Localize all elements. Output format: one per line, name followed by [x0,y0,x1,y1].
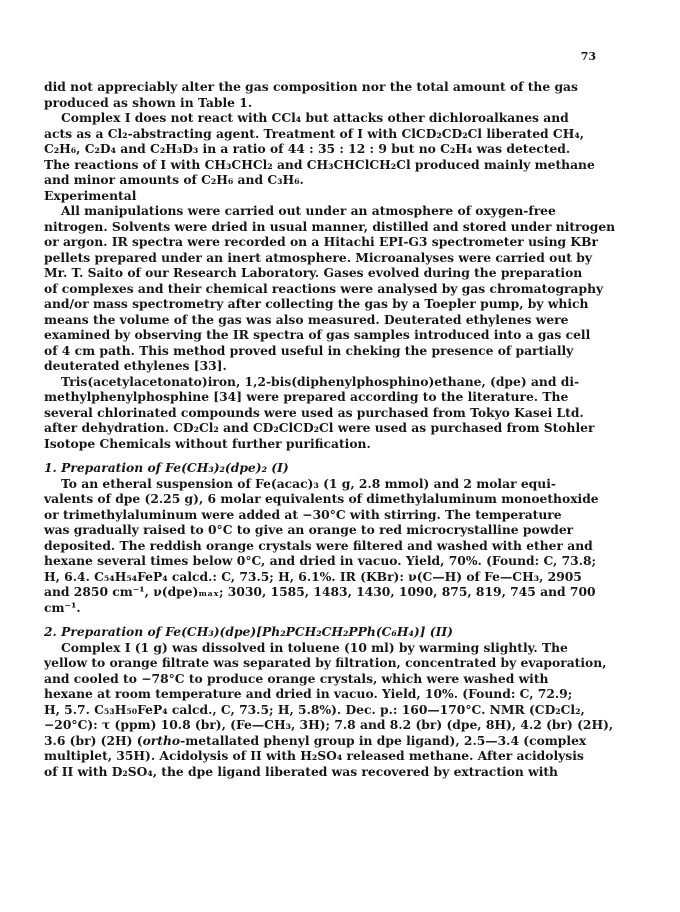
paragraph-general-methods [44,203,629,374]
text-line: Complex I (1 g) was dissolved in toluene (10 ml) by warming slightly. The [61,639,568,655]
text-line: H, 5.7. C₅₃H₅₀FeP₄ calcd., C, 73.5; H, 5.8%). Dec. p.: 160—170°C. NMR (CD₂Cl₂, [44,701,585,717]
paragraph-preparation-1 [44,476,629,616]
text-line: methylphenylphosphine [34] were prepared according to the literature. The [44,389,569,404]
section-heading-experimental: Experimental [44,187,137,203]
text-line: valents of dpe (2.25 g), 6 molar equivalents of dimethylaluminum monoethoxide [44,491,599,506]
paragraph-gas-composition [44,79,629,110]
italic-term-ortho: ortho [142,732,181,748]
text-line: did not appreciably alter the gas composition nor the total amount of the gas [44,79,578,94]
text-line: of complexes and their chemical reactions were analysed by gas chromatography [44,280,604,296]
page-number: 73 [580,50,596,63]
paragraph-dichloroalkanes [44,110,629,188]
text-line: examined by observing the IR spectra of gas samples introduced into a gas cell [44,327,591,342]
text-line: hexane several times below 0°C, and dried in vacuo. Yield, 70%. (Found: C, 73.8; [44,553,597,568]
text-line: after dehydration. CD₂Cl₂ and CD₂ClCD₂Cl were used as purchased from Stohler [44,420,595,435]
text-line: or trimethylaluminum were added at −30°C with stirring. The temperature [44,506,562,522]
text-line: and 2850 cm⁻¹, ν(dpe)ₘₐₓ; 3030, 1585, 1483, 1430, 1090, 875, 819, 745 and 700 [44,584,596,599]
text-line: acts as a Cl₂-abstracting agent. Treatment of I with ClCD₂CD₂Cl liberated CH₄, [44,125,584,141]
text-line: cm⁻¹. [44,599,81,615]
text-line: deuterated ethylenes [33]. [44,358,227,373]
subsection-heading-preparation-1: 1. Preparation of Fe(CH₃)₂(dpe)₂ (I) [44,460,289,475]
text-line: of II with D₂SO₄, the dpe ligand liberated was recovered by extraction with [44,763,559,779]
spacer [44,615,629,624]
text-line: yellow to orange filtrate was separated by filtration, concentrated by evaporation, [44,655,607,670]
text-line: multiplet, 35H). Acidolysis of II with H₂SO₄ released methane. After acidolysis [44,748,584,763]
paragraph-preparation-2 [44,640,629,780]
text-line: and minor amounts of C₂H₆ and C₃H₆. [44,172,304,187]
subsection-heading-preparation-2: 2. Preparation of Fe(CH₃)(dpe)[Ph₂PCH₂CH₂PPh(C₆H₄)] (II) [44,624,453,639]
text-line: was gradually raised to 0°C to give an orange to red microcrystalline powder [44,522,574,537]
text-segment: 3.6 (br) (2H) ( [44,732,143,748]
text-line: pellets prepared under an inert atmosphere. Microanalyses were carried out by [44,249,592,265]
text-line: Tris(acetylacetonato)iron, 1,2-bis(diphenylphosphino)ethane, (dpe) and di- [61,373,580,389]
text-line: means the volume of the gas was also measured. Deuterated ethylenes were [44,311,569,327]
text-line: deposited. The reddish orange crystals were filtered and washed with ether and [44,537,593,553]
text-line: of 4 cm path. This method proved useful in cheking the presence of partially [44,342,574,358]
text-line [44,733,629,749]
text-segment: -metallated phenyl group in dpe ligand), 2.5—3.4 (complex [180,732,587,748]
text-line: To an etheral suspension of Fe(acac)₃ (1 g, 2.8 mmol) and 2 molar equi- [61,475,556,491]
text-line: produced as shown in Table 1. [44,94,253,110]
text-line: hexane at room temperature and dried in vacuo. Yield, 10%. (Found: C, 72.9; [44,686,573,701]
text-line: and/or mass spectrometry after collecting the gas by a Toepler pump, by which [44,296,589,311]
text-line: and cooled to −78°C to produce orange crystals, which were washed with [44,670,549,686]
spacer [44,451,629,460]
text-line: Complex I does not react with CCl₄ but attacks other dichloroalkanes and [61,110,569,125]
paragraph-reagents [44,374,629,452]
text-line: Isotope Chemicals without further purification. [44,435,371,451]
text-line: The reactions of I with CH₃CHCl₂ and CH₃CHClCH₂Cl produced mainly methane [44,156,595,172]
text-line: Mr. T. Saito of our Research Laboratory. Gases evolved during the preparation [44,265,583,280]
text-line: several chlorinated compounds were used as purchased from Tokyo Kasei Ltd. [44,404,584,420]
text-line: H, 6.4. C₅₄H₅₄FeP₄ calcd.: C, 73.5; H, 6.1%. IR (KBr): ν(C—H) of Fe—CH₃, 2905 [44,568,582,584]
text-line: or argon. IR spectra were recorded on a Hitachi EPI-G3 spectrometer using KBr [44,234,598,249]
text-line: C₂H₆, C₂D₄ and C₂H₃D₃ in a ratio of 44 : 35 : 12 : 9 but no C₂H₄ was detected. [44,141,571,156]
text-line: −20°C): τ (ppm) 10.8 (br), (Fe—CH₃, 3H); 7.8 and 8.2 (br) (dpe, 8H), 4.2 (br) (2H), [44,717,614,732]
text-line: All manipulations were carried out under an atmosphere of oxygen-free [61,203,556,218]
text-line: nitrogen. Solvents were dried in usual manner, distilled and stored under nitrogen [44,218,616,234]
article-body [44,79,629,779]
